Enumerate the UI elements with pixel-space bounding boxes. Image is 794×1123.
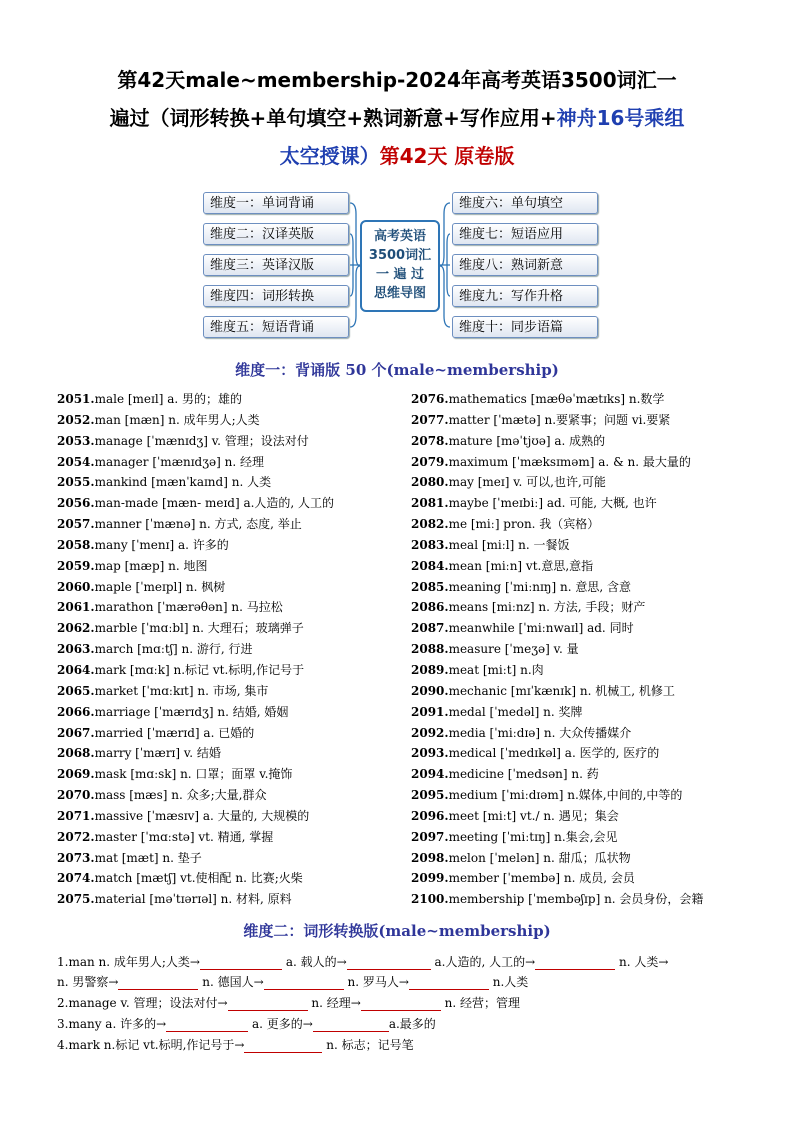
exercise-text: 2.manage v. 管理；设法对付→ (57, 996, 228, 1010)
section1-text: 背诵版 50 个(male~membership) (295, 361, 559, 379)
answer-blank[interactable] (118, 976, 198, 990)
vocab-text: market [ˈmɑːkɪt] n. 市场, 集市 (94, 683, 269, 698)
vocab-entry (411, 702, 771, 723)
section1-dim: 维度一： (235, 361, 296, 379)
vocab-number: 2088. (411, 642, 449, 657)
vocab-number: 2087. (411, 621, 449, 636)
vocab-entry (57, 848, 397, 869)
vocab-text: medal [ˈmedəl] n. 奖牌 (448, 704, 583, 719)
vocab-text: material [məˈtɪərɪəl] n. 材料, 原料 (94, 892, 292, 907)
vocab-entry (57, 743, 397, 764)
exercise-text: n. 人类→ (618, 955, 669, 969)
answer-blank[interactable] (228, 997, 308, 1011)
vocab-entry (57, 389, 397, 410)
vocab-number: 2097. (411, 829, 449, 844)
vocab-number: 2060. (57, 579, 95, 594)
vocab-entry (57, 577, 397, 598)
vocab-text: manner [ˈmænə] n. 方式, 态度, 举止 (94, 517, 302, 532)
vocab-text: manage [ˈmænɪdʒ] v. 管理；设法对付 (94, 433, 309, 448)
answer-blank[interactable] (200, 956, 282, 970)
vocab-text: mat [mæt] n. 垫子 (94, 850, 202, 865)
vocab-number: 2076. (411, 392, 449, 406)
mindmap-dim2: 维度二：汉译英版 (203, 223, 349, 245)
vocab-text: map [mæp] n. 地图 (94, 558, 208, 573)
vocab-number: 2068. (57, 746, 95, 761)
vocab-number: 2065. (57, 683, 95, 698)
vocab-number: 2079. (411, 454, 449, 469)
vocab-entry (411, 514, 771, 535)
exercise-text: a.最多的 (388, 1017, 436, 1031)
exercise-text: n. 经理→ (311, 996, 361, 1010)
vocab-number: 2063. (57, 642, 95, 657)
vocab-number: 2082. (411, 517, 449, 532)
mindmap-dim3: 维度三：英译汉版 (203, 254, 349, 276)
answer-blank[interactable] (244, 1039, 322, 1053)
answer-blank[interactable] (166, 1018, 248, 1032)
mindmap-dim10: 维度十：同步语篇 (452, 316, 598, 338)
mindmap-center (360, 220, 440, 312)
vocab-number: 2057. (57, 517, 95, 532)
vocab-text: match [mætʃ] vt.使相配 n. 比赛;火柴 (94, 871, 303, 886)
mindmap-dim1: 维度一：单词背诵 (203, 192, 349, 214)
vocab-entry (57, 597, 397, 618)
vocab-number: 2058. (57, 537, 95, 552)
vocab-number: 2062. (57, 621, 95, 636)
vocab-entry (57, 868, 397, 889)
mindmap-center-line4: 思维导图 (373, 286, 426, 301)
mindmap-center-line1: 高考英语 (373, 229, 426, 244)
vocab-entry (411, 535, 771, 556)
answer-blank[interactable] (409, 976, 489, 990)
vocab-number: 2081. (411, 496, 449, 511)
title-line3-red: 第42天 原卷版 (379, 144, 515, 168)
vocab-text: mass [mæs] n. 众多;大量,群众 (94, 788, 267, 803)
exercise-1-line2 (57, 972, 528, 992)
section1-heading (0, 359, 794, 380)
vocab-entry (411, 660, 771, 681)
vocab-text: maximum [ˈmæksɪməm] a. & n. 最大量的 (448, 454, 691, 469)
answer-blank[interactable] (361, 997, 441, 1011)
vocab-number: 2089. (411, 662, 449, 677)
exercise-2 (57, 993, 520, 1013)
vocab-text: march [mɑːtʃ] n. 游行, 行进 (94, 642, 253, 657)
vocab-entry (411, 764, 771, 785)
vocab-text: may [meɪ] v. 可以,也许,可能 (448, 475, 606, 490)
vocab-text: meal [miːl] n. 一餐饭 (448, 537, 570, 552)
vocab-number: 2066. (57, 704, 95, 719)
vocab-text: mean [miːn] vt.意思,意指 (448, 558, 594, 573)
vocab-text: meat [miːt] n.肉 (448, 662, 544, 677)
vocab-number: 2056. (57, 496, 95, 511)
vocab-entry (57, 618, 397, 639)
vocab-entry (411, 452, 771, 473)
vocab-text: mathematics [mæθəˈmætɪks] n.数学 (448, 392, 665, 406)
answer-blank[interactable] (535, 956, 615, 970)
vocab-number: 2072. (57, 829, 95, 844)
vocab-entry (411, 868, 771, 889)
vocab-text: meaning [ˈmiːnɪŋ] n. 意思, 含意 (448, 579, 632, 594)
mindmap-dim5: 维度五：短语背诵 (203, 316, 349, 338)
vocab-entry (57, 556, 397, 577)
vocab-number: 2059. (57, 558, 95, 573)
vocab-entry (57, 785, 397, 806)
vocab-entry (57, 889, 397, 910)
vocab-entry (411, 618, 771, 639)
vocab-entry (411, 806, 771, 827)
vocab-entry (411, 827, 771, 848)
vocab-number: 2092. (411, 725, 449, 740)
vocab-text: melon [ˈmelən] n. 甜瓜；瓜状物 (448, 850, 631, 865)
vocab-entry (57, 639, 397, 660)
answer-blank[interactable] (264, 976, 344, 990)
vocab-number: 2090. (411, 683, 449, 698)
vocab-entry (411, 472, 771, 493)
answer-blank[interactable] (347, 956, 431, 970)
exercise-text: 1.man n. 成年男人;人类→ (57, 955, 200, 969)
vocab-entry (57, 806, 397, 827)
title-line3-blue: 太空授课） (279, 144, 380, 168)
vocab-text: member [ˈmembə] n. 成员, 会员 (448, 871, 635, 886)
vocab-number: 2064. (57, 662, 95, 677)
vocab-text: mark [mɑːk] n.标记 vt.标明,作记号于 (94, 662, 305, 677)
vocab-entry (57, 472, 397, 493)
vocab-text: married [ˈmærɪd] a. 已婚的 (94, 725, 255, 740)
mindmap-center-line3: 一 遍 过 (375, 267, 425, 282)
vocab-number: 2098. (411, 850, 449, 865)
vocab-entry (57, 452, 397, 473)
title-line2-main: 遍过（词形转换+单句填空+熟词新意+写作应用+ (109, 106, 557, 130)
word-list-left (57, 389, 397, 910)
vocab-text: mankind [mænˈkaɪnd] n. 人类 (94, 475, 272, 490)
vocab-entry (411, 743, 771, 764)
exercise-text: n. 经营；管理 (444, 996, 520, 1010)
vocab-text: mature [məˈtjʊə] a. 成熟的 (448, 433, 606, 448)
vocab-text: maybe [ˈmeɪbiː] ad. 可能, 大概, 也许 (448, 496, 657, 511)
vocab-entry (57, 681, 397, 702)
vocab-entry (57, 764, 397, 785)
vocab-text: male [meɪl] a. 男的；雄的 (94, 392, 242, 406)
vocab-number: 2091. (411, 704, 449, 719)
vocab-text: man [mæn] n. 成年男人;人类 (94, 412, 260, 427)
word-list-right (411, 389, 771, 910)
exercise-text: a. 更多的→ (251, 1017, 313, 1031)
vocab-number: 2052. (57, 412, 95, 427)
vocab-number: 2080. (411, 475, 449, 490)
vocab-number: 2070. (57, 788, 95, 803)
vocab-entry (411, 493, 771, 514)
exercise-text: a.人造的, 人工的→ (434, 955, 536, 969)
vocab-text: means [miːnz] n. 方法, 手段；财产 (448, 600, 646, 615)
vocab-entry (411, 723, 771, 744)
exercise-text: 4.mark n.标记 vt.标明,作记号于→ (57, 1038, 245, 1052)
vocab-number: 2093. (411, 746, 449, 761)
section2-text: 词形转换版(male~membership) (303, 922, 551, 940)
mindmap-dim4: 维度四：词形转换 (203, 285, 349, 307)
vocab-entry (57, 431, 397, 452)
vocab-text: mechanic [mɪˈkænɪk] n. 机械工, 机修工 (448, 683, 675, 698)
vocab-entry (57, 660, 397, 681)
vocab-text: membership [ˈmembəʃɪp] n. 会员身份，会籍 (448, 892, 704, 907)
exercise-4 (57, 1035, 414, 1055)
vocab-entry (411, 639, 771, 660)
vocab-entry (57, 827, 397, 848)
vocab-entry (411, 889, 771, 910)
exercise-text: a. 载人的→ (285, 955, 347, 969)
vocab-text: meanwhile [ˈmiːnwaɪl] ad. 同时 (448, 621, 634, 636)
vocab-text: manager [ˈmænɪdʒə] n. 经理 (94, 454, 264, 469)
vocab-number: 2055. (57, 475, 95, 490)
exercise-text: n. 标志；记号笔 (326, 1038, 414, 1052)
vocab-entry (411, 410, 771, 431)
vocab-entry (411, 597, 771, 618)
vocab-entry (411, 681, 771, 702)
mindmap-center-line2: 3500词汇 (368, 248, 432, 263)
vocab-number: 2084. (411, 558, 449, 573)
doc-title-line1: 第42天male~membership-2024年高考英语3500词汇一 (117, 68, 677, 92)
vocab-number: 2095. (411, 788, 449, 803)
vocab-text: marry [ˈmærɪ] v. 结婚 (94, 746, 221, 761)
vocab-number: 2067. (57, 725, 95, 740)
section2-dim: 维度二： (243, 922, 304, 940)
vocab-number: 2083. (411, 537, 449, 552)
mindmap-dim7: 维度七：短语应用 (452, 223, 598, 245)
vocab-number: 2051. (57, 392, 95, 406)
vocab-text: man-made [mæn- meɪd] a.人造的, 人工的 (94, 496, 335, 511)
vocab-number: 2100. (411, 892, 449, 907)
section2-heading (0, 920, 794, 941)
vocab-entry (57, 514, 397, 535)
exercise-text: n. 罗马人→ (347, 975, 409, 989)
mindmap-dim8: 维度八：熟词新意 (452, 254, 598, 276)
vocab-text: medium [ˈmiːdɪəm] n.媒体,中间的,中等的 (448, 788, 683, 803)
title-line2-highlight: 神舟16号乘组 (556, 106, 685, 130)
vocab-entry (57, 702, 397, 723)
exercise-text: n. 男警察→ (57, 975, 119, 989)
vocab-text: marble [ˈmɑːbl] n. 大理石；玻璃弹子 (94, 621, 304, 636)
vocab-number: 2073. (57, 850, 95, 865)
vocab-text: medicine [ˈmedsən] n. 药 (448, 767, 599, 782)
vocab-text: meeting [ˈmiːtɪŋ] n.集会,会见 (448, 829, 618, 844)
vocab-entry (411, 389, 771, 410)
exercise-text: 3.many a. 许多的→ (57, 1017, 167, 1031)
vocab-text: marriage [ˈmærɪdʒ] n. 结婚, 婚姻 (94, 704, 289, 719)
vocab-entry (411, 577, 771, 598)
exercise-1-line1 (57, 952, 668, 972)
vocab-number: 2078. (411, 433, 449, 448)
vocab-text: me [miː] pron. 我（宾格） (448, 517, 600, 532)
vocab-text: measure [ˈmeʒə] v. 量 (448, 642, 579, 657)
vocab-entry (411, 785, 771, 806)
vocab-number: 2071. (57, 808, 95, 823)
vocab-number: 2075. (57, 892, 95, 907)
vocab-entry (411, 431, 771, 452)
vocab-number: 2077. (411, 412, 449, 427)
vocab-entry (57, 535, 397, 556)
vocab-text: mask [mɑːsk] n. 口罩；面罩 v.掩饰 (94, 767, 293, 782)
vocab-text: meet [miːt] vt./ n. 遇见；集会 (448, 808, 619, 823)
exercise-text: n.人类 (492, 975, 529, 989)
vocab-text: medical [ˈmedɪkəl] a. 医学的, 医疗的 (448, 746, 660, 761)
vocab-number: 2061. (57, 600, 95, 615)
vocab-entry (57, 723, 397, 744)
answer-blank[interactable] (313, 1018, 389, 1032)
vocab-number: 2096. (411, 808, 449, 823)
vocab-number: 2053. (57, 433, 95, 448)
vocab-text: master [ˈmɑːstə] vt. 精通, 掌握 (94, 829, 274, 844)
vocab-number: 2074. (57, 871, 95, 886)
vocab-number: 2094. (411, 767, 449, 782)
vocab-text: marathon [ˈmærəθən] n. 马拉松 (94, 600, 283, 615)
mindmap-dim6: 维度六：单句填空 (452, 192, 598, 214)
vocab-text: matter [ˈmætə] n.要紧事；问题 vi.要紧 (448, 412, 671, 427)
vocab-entry (57, 493, 397, 514)
vocab-text: many [ˈmenɪ] a. 许多的 (94, 537, 229, 552)
vocab-number: 2054. (57, 454, 95, 469)
vocab-entry (57, 410, 397, 431)
vocab-text: massive [ˈmæsɪv] a. 大量的, 大规模的 (94, 808, 310, 823)
vocab-entry (411, 556, 771, 577)
vocab-number: 2085. (411, 579, 449, 594)
vocab-number: 2086. (411, 600, 449, 615)
vocab-entry (411, 848, 771, 869)
mindmap-dim9: 维度九：写作升格 (452, 285, 598, 307)
vocab-number: 2069. (57, 767, 95, 782)
exercise-text: n. 德国人→ (202, 975, 264, 989)
vocab-text: media [ˈmiːdɪə] n. 大众传播媒介 (448, 725, 632, 740)
vocab-text: maple [ˈmeɪpl] n. 枫树 (94, 579, 226, 594)
exercise-3 (57, 1014, 436, 1034)
vocab-number: 2099. (411, 871, 449, 886)
